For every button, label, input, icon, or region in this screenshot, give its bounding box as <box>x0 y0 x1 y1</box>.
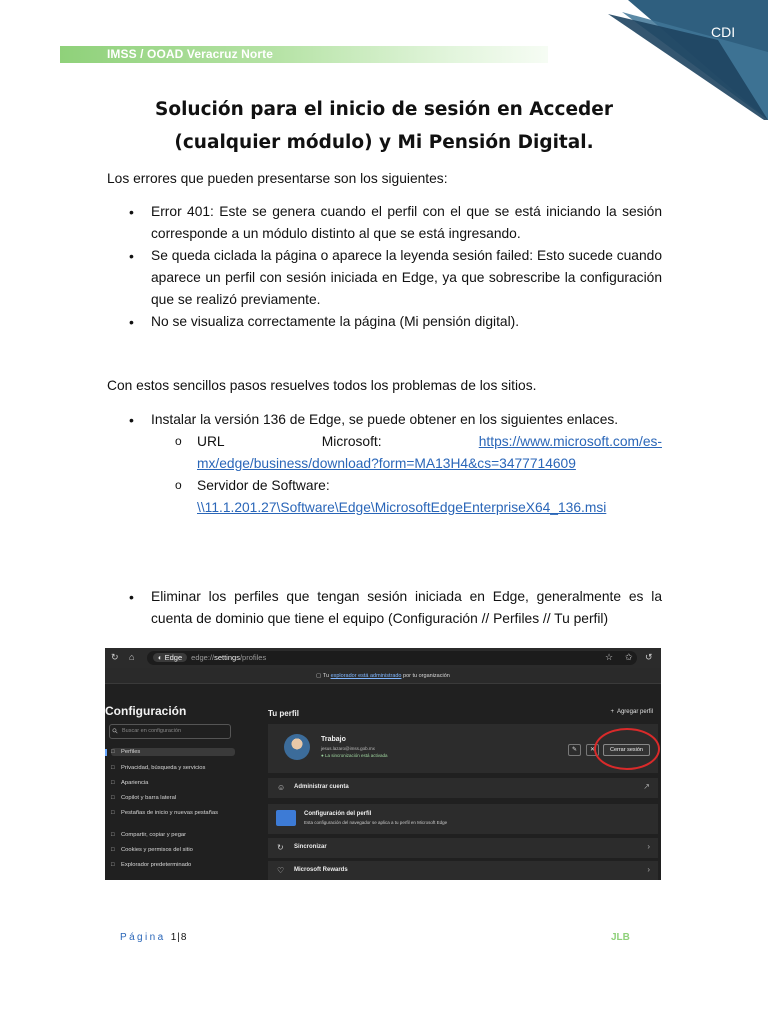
url-row <box>197 431 662 453</box>
profile-config-desc: Esta configuración del navegador se aplica a tu perfil en Microsoft Edge <box>304 820 448 825</box>
managed-link[interactable]: explorador está administrado <box>330 673 402 679</box>
step2-text: • Eliminar los perfiles que tengan sesión iniciada en Edge, generalmente es la cuenta de dominio que tiene el equipo (Configuración // Perfiles // Tu perfil) <box>107 586 662 630</box>
server-path-link[interactable]: \\11.1.201.27\Software\Edge\MicrosoftEdgeEnterpriseX64_136.msi <box>197 500 607 515</box>
header-tag: CDI <box>711 24 736 40</box>
profile-config-icon <box>276 810 296 826</box>
edit-icon[interactable]: ✎ <box>568 744 581 756</box>
edge-settings-screenshot <box>105 648 661 880</box>
url-label-a: o URL <box>197 434 225 449</box>
favorites-icon[interactable]: ✩ <box>625 652 633 662</box>
managed-banner: ▢ Tu explorador está administrado por tu organización <box>105 668 661 684</box>
document-title <box>80 93 688 159</box>
footer-initials: JLB <box>611 932 630 943</box>
chevron-right-icon: › <box>647 842 650 851</box>
step1-list <box>107 409 662 519</box>
server-item <box>107 475 662 519</box>
page-word: Página <box>120 932 166 943</box>
header-org: IMSS / OOAD Veracruz Norte <box>107 47 273 61</box>
address-suffix: /profiles <box>239 653 267 662</box>
home-icon[interactable]: ⌂ <box>129 652 135 662</box>
browser-toolbar <box>105 648 661 668</box>
sidebar-item-privacy[interactable]: □ Privacidad, búsqueda y servicios <box>111 764 235 772</box>
manage-account-row[interactable]: ☺ Administrar cuenta ↗ <box>268 778 658 798</box>
trash-icon[interactable]: ✕ <box>586 744 599 756</box>
intro-text: Los errores que pueden presentarse son los siguientes: <box>107 171 448 186</box>
sync-row[interactable]: ↻ Sincronizar › <box>268 838 658 858</box>
address-path: settings <box>214 653 240 662</box>
steps-intro: Con estos sencillos pasos resuelves todos los problemas de los sitios. <box>107 378 537 393</box>
add-profile-button[interactable]: + Agregar perfil <box>610 709 653 715</box>
avatar <box>284 734 310 760</box>
step2-list <box>107 586 662 630</box>
settings-search-input[interactable]: ⚲ Buscar en configuración <box>109 724 231 739</box>
sidebar-item-default-browser[interactable]: □ Explorador predeterminado <box>111 861 235 869</box>
step1-text: • Instalar la versión 136 de Edge, se puede obtener en los siguientes enlaces. <box>107 409 662 431</box>
history-icon[interactable]: ↺ <box>645 652 653 662</box>
url-item <box>107 431 662 475</box>
url-label-b: Microsoft: <box>321 434 382 449</box>
sidebar-item-profiles[interactable]: □ Perfiles <box>111 748 235 756</box>
error-item: • Se queda ciclada la página o aparece la leyenda sesión failed: Esto sucede cuando aparece un perfil con sesión iniciada en Edge, ya que sobrescribe la configuración que se realizó previamente. <box>107 245 662 311</box>
sidebar-item-copilot[interactable]: □ Copilot y barra lateral <box>111 794 235 802</box>
title-line-2: (cualquier módulo) y Mi Pensión Digital. <box>174 132 594 153</box>
address-bar[interactable] <box>147 651 637 665</box>
address-prefix: edge:// <box>191 653 215 662</box>
star-icon[interactable]: ☆ <box>605 652 614 662</box>
profile-name: Trabajo <box>321 736 346 743</box>
sidebar-item-appearance[interactable]: □ Apariencia <box>111 779 235 787</box>
microsoft-url-link-cont[interactable]: mx/edge/business/download?form=MA13H4&cs=3477714609 <box>197 456 576 471</box>
sidebar-item-cookies[interactable]: □ Cookies y permisos del sitio <box>111 846 235 854</box>
page-indicator <box>120 932 187 943</box>
profile-config-row[interactable] <box>268 804 658 834</box>
title-line-1: Solución para el inicio de sesión en Acceder <box>155 99 613 120</box>
server-label: o Servidor de Software: <box>197 478 330 493</box>
error-item: • No se visualiza correctamente la página (Mi pensión digital). <box>107 311 662 333</box>
microsoft-url-link[interactable]: https://www.microsoft.com/es- <box>478 434 662 449</box>
rewards-row[interactable]: ♡ Microsoft Rewards › <box>268 861 658 880</box>
page-number: 1|8 <box>170 932 188 943</box>
close-session-button[interactable]: Cerrar sesión <box>603 744 650 756</box>
errors-list <box>107 201 662 333</box>
settings-sidebar <box>105 684 243 880</box>
user-icon: ☺ <box>277 783 286 792</box>
external-link-icon: ↗ <box>643 782 650 791</box>
sync-icon: ↻ <box>277 843 284 852</box>
refresh-icon[interactable]: ↻ <box>111 652 119 662</box>
sidebar-title: Configuración <box>105 704 187 718</box>
rewards-icon: ♡ <box>277 866 285 875</box>
chevron-right-icon: › <box>647 865 650 874</box>
highlight-circle <box>594 728 660 770</box>
sync-status: ● La sincronización está activada <box>321 753 388 758</box>
edge-tab-chip: ◐ Edge <box>153 653 187 662</box>
sidebar-item-share[interactable]: □ Compartir, copiar y pegar <box>111 831 235 839</box>
your-profile-title: Tu perfil <box>268 709 299 718</box>
sidebar-item-tabs[interactable]: □ Pestañas de inicio y nuevas pestañas <box>111 809 221 817</box>
error-item: • Error 401: Este se genera cuando el perfil con el que se está iniciando la sesión corresponde a un módulo distinto al que se está ingresando. <box>107 201 662 245</box>
profile-email: jesus.lazaro@imss.gob.mx <box>321 746 375 751</box>
profile-config-title: Configuración del perfil <box>304 811 372 817</box>
